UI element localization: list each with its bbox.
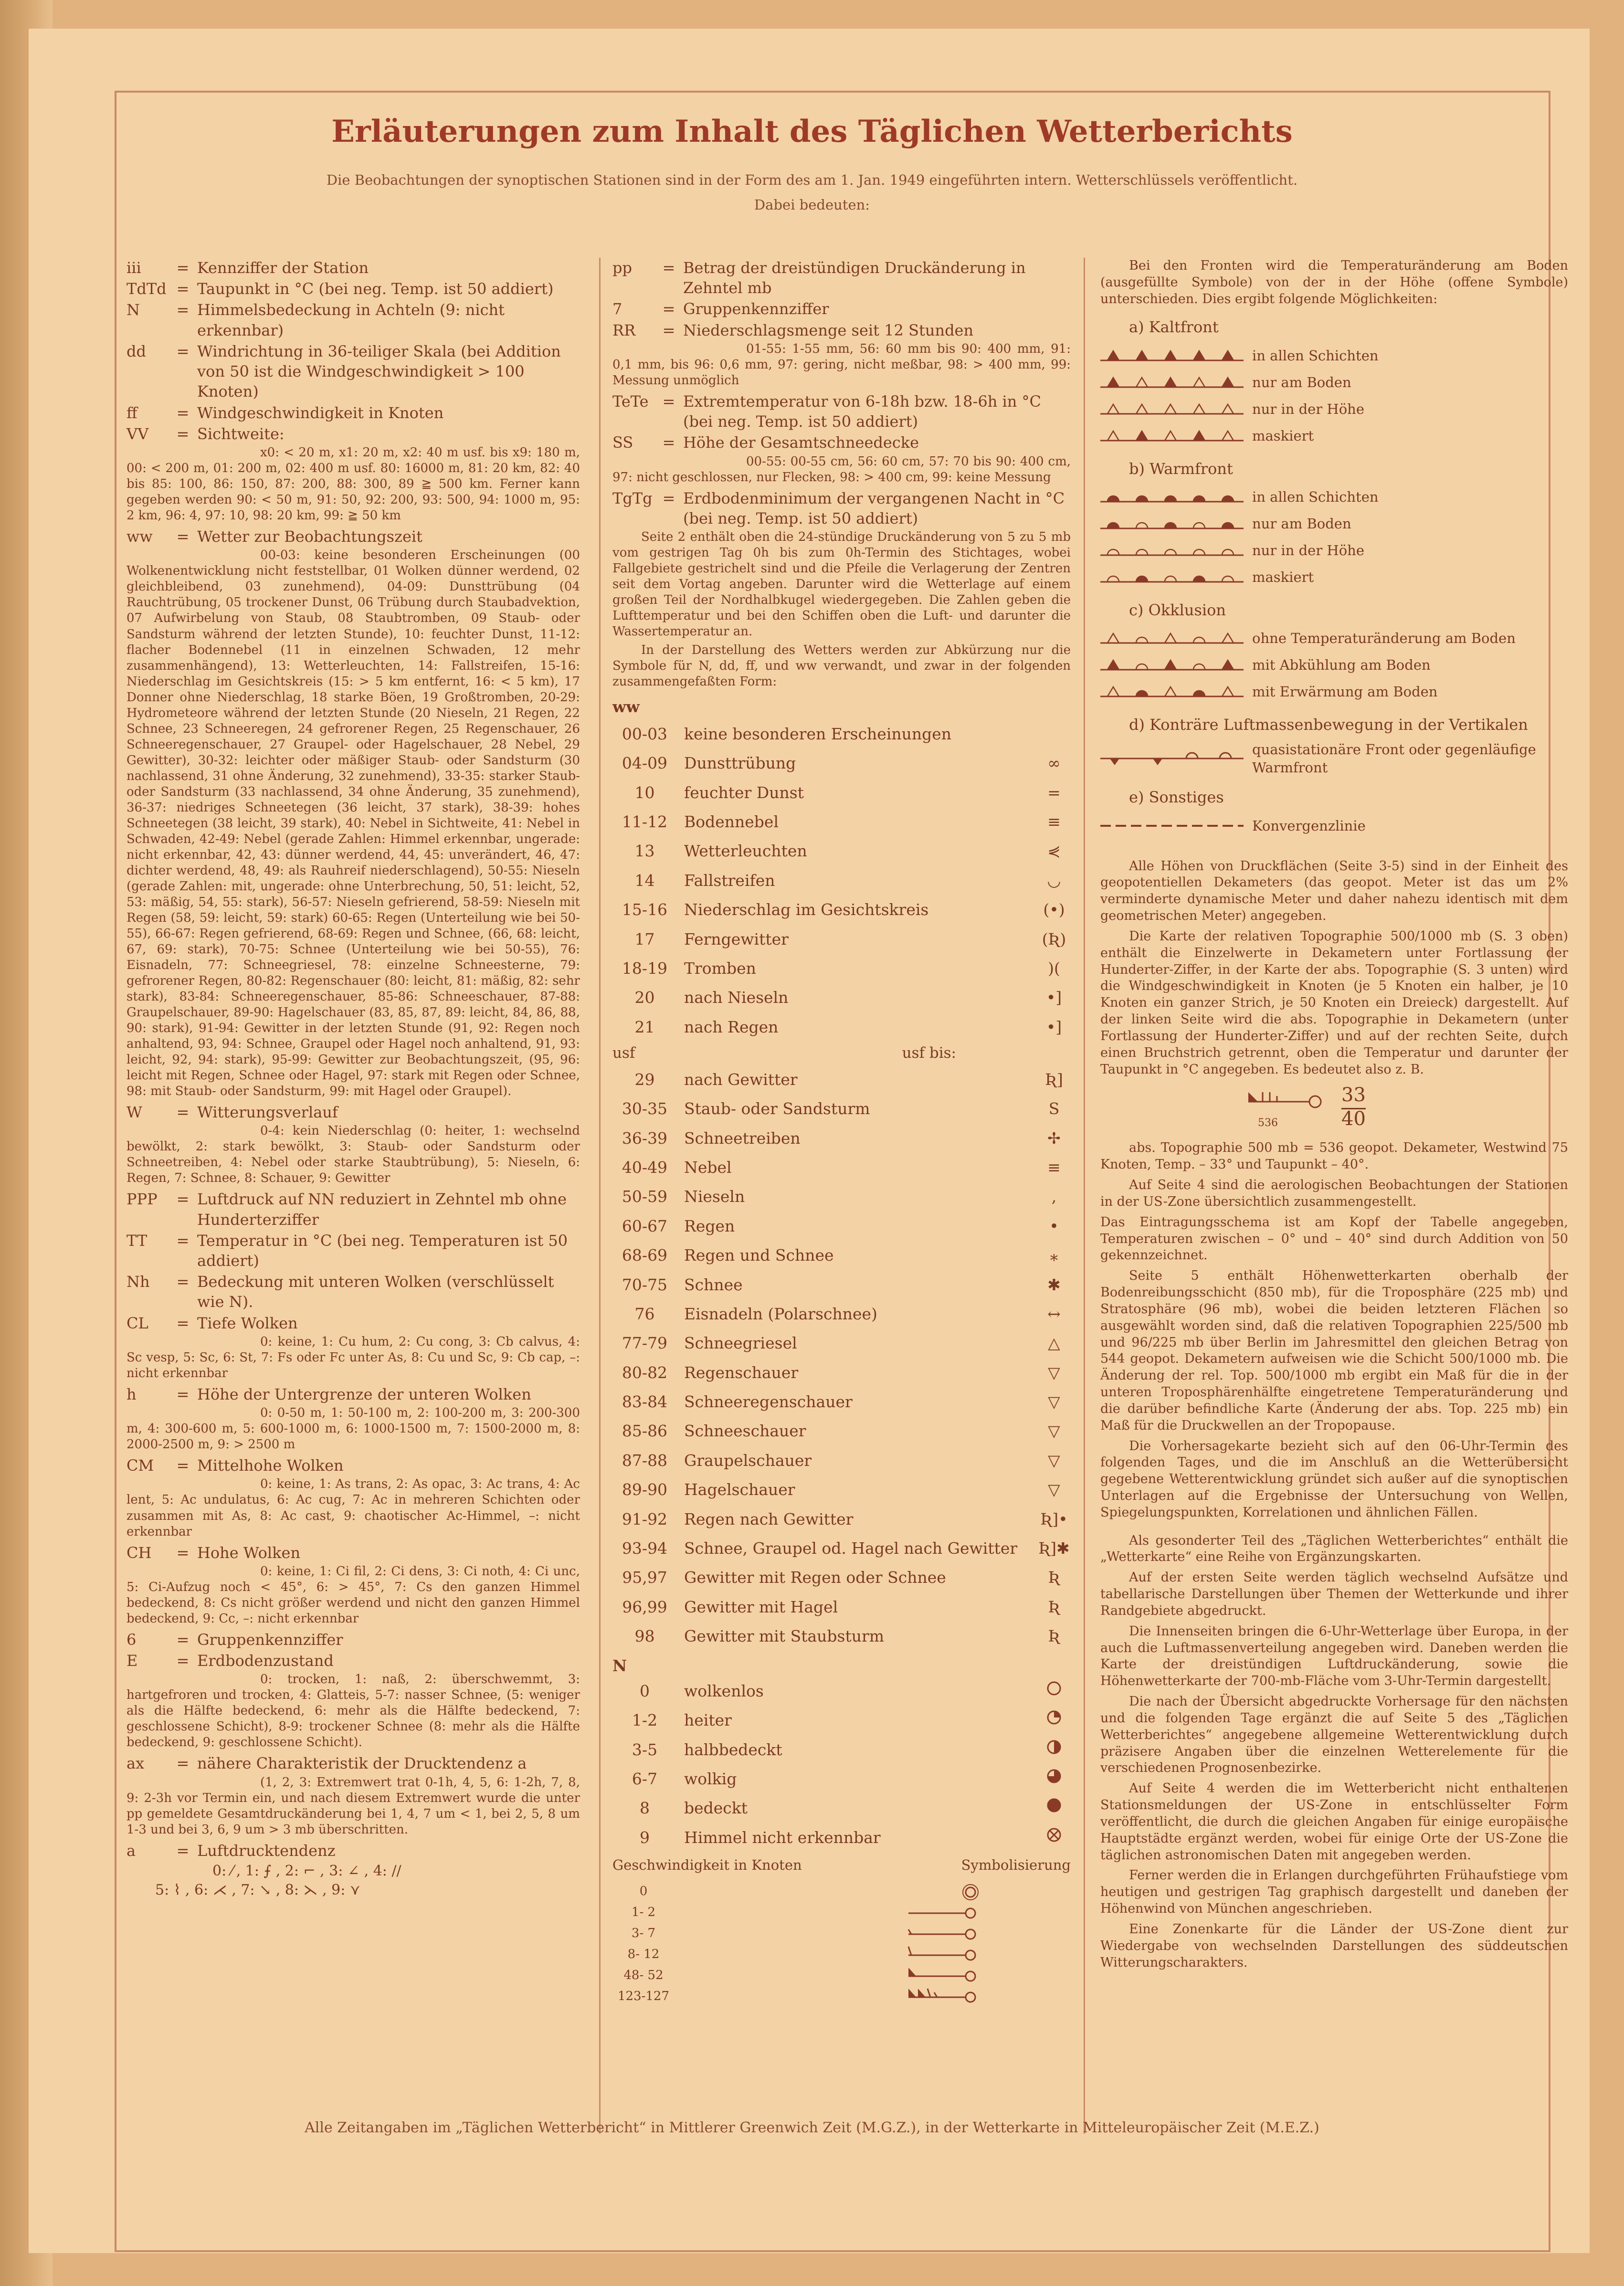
- page-subtitle: Die Beobachtungen der synoptischen Stationen sind in der Form des am 1. Jan. 1949 eingeführten intern. Wetterschlüssels veröffentlicht.: [326, 172, 1298, 188]
- cloud-cover-icon: [1046, 1797, 1062, 1813]
- ww-description: Regen nach Gewitter: [684, 1509, 854, 1528]
- tendency-symbols-1: 0: ⁄ , 1: ⨍ , 2: ⌐ , 3: ∠ , 4: ∕∕: [212, 1862, 401, 1879]
- warmfront-list: [1100, 484, 1568, 590]
- occl-front-symbol: [1100, 655, 1244, 674]
- cloud-cover-row: [612, 1735, 1071, 1764]
- ww-row: [612, 836, 1071, 865]
- ww-code: 00-03: [622, 724, 668, 743]
- cloud-cover-code: 6-7: [632, 1770, 658, 1789]
- tendency-symbols-2: 5: ⌇ , 6: ⋌ , 7: ↘ , 8: ⋋ , 9: ⋎: [155, 1881, 360, 1898]
- ww-row: [612, 983, 1071, 1012]
- cold-front-row: [1100, 396, 1568, 422]
- cloud-cover-icon: [1046, 1768, 1062, 1784]
- key-row-ppp: PPP = Luftdruck auf NN reduziert in Zehntel mb ohne Hunderterziffer: [127, 1190, 567, 1229]
- example-dewpoint: 40: [1341, 1108, 1366, 1130]
- front-description: mit Abkühlung am Boden: [1252, 657, 1431, 674]
- wind-speed-label: 1- 2: [631, 1905, 656, 1920]
- key-row-tdtd: TdTd = Taupunkt in °C (bei neg. Temp. ist 50 addiert): [127, 280, 554, 298]
- wind-speed-row: [612, 1902, 1071, 1923]
- ww-symbol-icon: (Ʀ): [1042, 929, 1066, 948]
- ww-code: 70-75: [622, 1275, 668, 1294]
- ww-symbol-icon: •]: [1046, 988, 1062, 1007]
- occl-front-row: [1100, 625, 1568, 652]
- vv-description: x0: < 20 m, x1: 20 m, x2: 40 m usf. bis x9: 180 m, 00: < 200 m, 01: 200 m, 02: 400 m usf. 80: 16000 m, 81: 20 km, 82: 40 bis 85: 100, 86: 150, 87: 200, 88: 300, 89 ≧ 500 km. Ferner kann gegeben werden 90: < 50 m, 91: 50, 92: 200, 93: 500, 94: 1000 m, 95: 2 km, 96: 4, 97: 10, 98: 20 km, 99: ≧ 50 km: [127, 445, 580, 523]
- ww-description: nach Regen: [684, 1017, 779, 1036]
- key-row-tgtg: TgTg = Erdbodenminimum der vergangenen Nacht in °C (bei neg. Temp. ist 50 addiert): [612, 489, 1065, 527]
- key-row-7: 7 = Gruppenkennziffer: [612, 300, 829, 318]
- ww-description: Regen und Schnee: [684, 1246, 834, 1265]
- ww-symbol-icon: Ʀ: [1048, 1627, 1060, 1646]
- ww-code: 04-09: [622, 754, 668, 773]
- ww-code: 60-67: [622, 1216, 668, 1235]
- cm-description: 0: keine, 1: As trans, 2: As opac, 3: Ac trans, 4: Ac lent, 5: Ac undulatus, 6: Ac cug, 7: Ac in mehreren Schichten oder zusammen mit As, 8: Ac cast, 9: chaotischer Ac-Himmel, –: nicht erkennbar: [127, 1477, 580, 1539]
- front-row-konvergenz: Konvergenzlinie: [1100, 812, 1568, 839]
- ww-description: Gewitter mit Regen oder Schnee: [684, 1568, 946, 1587]
- cloud-cover-row: [612, 1676, 1071, 1706]
- ww-description: Gewitter mit Hagel: [684, 1597, 838, 1616]
- wind-speed-label: 48- 52: [623, 1968, 664, 1983]
- ww-code: 50-59: [622, 1187, 668, 1206]
- wind-barb-icon: [889, 1966, 985, 1985]
- ww-description: Hagelschauer: [684, 1480, 795, 1499]
- ww-symbol-icon: S: [1048, 1099, 1060, 1118]
- cold-front-symbol: [1100, 346, 1244, 365]
- column-symbol-key: [127, 258, 580, 1899]
- ww-description: Regenschauer: [684, 1363, 799, 1382]
- cloud-cover-icon: [1046, 1739, 1062, 1755]
- ww-code: 80-82: [622, 1363, 668, 1382]
- key-row-ff: ff = Windgeschwindigkeit in Knoten: [127, 403, 444, 422]
- cold-front-symbol: [1100, 426, 1244, 445]
- ww-symbol-list: [612, 719, 1071, 1042]
- darstellung-paragraph: In der Darstellung des Wetters werden zur Abkürzung nur die Symbole für N, dd, ff, und ww verwandt, und zwar in der folgenden zusammengefaßten Form:: [612, 643, 1071, 689]
- ww-row: [612, 807, 1071, 836]
- wind-barb-icon: [889, 1945, 985, 1964]
- front-description: maskiert: [1252, 427, 1314, 444]
- cloud-cover-code: 9: [640, 1828, 650, 1847]
- ww-code: 40-49: [622, 1158, 668, 1177]
- ww-symbol-icon: ✢: [1047, 1128, 1061, 1148]
- example-height: 536: [1258, 1117, 1278, 1129]
- ww-row: [612, 1124, 1071, 1153]
- key-row-pp: pp = Betrag der dreistündigen Druckänderung in Zehntel mb: [612, 259, 1026, 297]
- ww-description: Dunsttrübung: [684, 754, 796, 773]
- column-rule-2: [1084, 258, 1085, 2134]
- ww-description: Nieseln: [684, 1187, 745, 1206]
- front-description: mit Erwärmung am Boden: [1252, 684, 1438, 700]
- ww-symbol-icon: ▽: [1048, 1480, 1060, 1499]
- cloud-cover-row: [612, 1793, 1071, 1822]
- ww-code: 11-12: [622, 812, 668, 832]
- cloud-cover-description: wolkig: [684, 1770, 737, 1789]
- ww-row: [612, 1153, 1071, 1182]
- ww-row: [612, 1563, 1071, 1592]
- para-schema: Das Eintragungsschema ist am Kopf der Tabelle angegeben, Temperaturen zwischen – 0° und – 40° sind durch Addition von 50 gekennzeichnet.: [1100, 1214, 1568, 1263]
- ww-code: 95,97: [622, 1568, 667, 1587]
- wind-speed-row: [612, 1986, 1071, 2007]
- ww-description: Ferngewitter: [684, 929, 789, 948]
- ww-row: [612, 1358, 1071, 1387]
- ww-row: [612, 1182, 1071, 1211]
- cloud-cover-code: 1-2: [632, 1711, 658, 1730]
- example-temperature: 33: [1341, 1083, 1366, 1109]
- cold-front-row: [1100, 342, 1568, 369]
- ww-symbol-icon: ≡: [1047, 1158, 1061, 1177]
- ww-symbol-icon: ▽: [1048, 1363, 1060, 1382]
- ww-code: 13: [634, 842, 655, 861]
- ww-row: [612, 1416, 1071, 1445]
- key-row-ss: SS = Höhe der Gesamtschneedecke: [612, 433, 919, 452]
- ww-code: 87-88: [622, 1451, 668, 1470]
- para-zonenkarte: Eine Zonenkarte für die Länder der US-Zone dient zur Wiedergabe von wechselnden Darstellungen des süddeutschen Witterungscharakters.: [1100, 1921, 1568, 1970]
- front-description: nur am Boden: [1252, 515, 1351, 532]
- front-description: in allen Schichten: [1252, 488, 1379, 505]
- ww-symbol-icon: )(: [1048, 959, 1060, 978]
- ww-code: 68-69: [622, 1246, 668, 1265]
- ww-description: Regen: [684, 1216, 735, 1235]
- ww-symbol-icon: •]: [1046, 1017, 1062, 1036]
- seite2-paragraph: Seite 2 enthält oben die 24-stündige Druckänderung von 5 zu 5 mb vom gestrigen Tag 0h bis zum 0h-Termin des Stichtages, wobei Fallgebiete gestrichelt sind und die Pfeile die Verlagerung der Zentren seit dem Vortag angeben. Darunter wird die Wetterlage auf einem großen Teil der Nordhalbkugel wiedergegeben. Die Zahlen geben die Lufttemperatur und bei den Schiffen oben die Luft- und darunter die Wassertemperatur an.: [612, 530, 1071, 639]
- ss-description: 00-55: 00-55 cm, 56: 60 cm, 57: 70 bis 90: 400 cm, 97: nicht geschlossen, nur Flecken, 98: > 400 cm, 99: keine Messung: [612, 454, 1071, 485]
- ww-symbol-icon: (•): [1043, 900, 1065, 919]
- ww-row: [612, 1211, 1071, 1241]
- ww-code: 85-86: [622, 1422, 668, 1441]
- ww-symbol-icon: Ʀ: [1048, 1597, 1060, 1616]
- ww-row: [612, 1534, 1071, 1563]
- usf-row: usf usf bis:: [612, 1044, 956, 1062]
- station-example: [1100, 1083, 1568, 1135]
- cloud-cover-icon: [1046, 1680, 1062, 1696]
- key-row-cl: CL = Tiefe Wolken: [127, 1314, 298, 1332]
- warm-front-symbol: [1100, 514, 1244, 533]
- warm-front-row: [1100, 564, 1568, 590]
- warm-front-row: [1100, 510, 1568, 537]
- key-row-rr: RR = Niederschlagsmenge seit 12 Stunden: [612, 321, 974, 339]
- front-description: nur am Boden: [1252, 374, 1351, 390]
- front-description: ohne Temperaturänderung am Boden: [1252, 630, 1516, 647]
- cloud-cover-description: Himmel nicht erkennbar: [684, 1828, 881, 1847]
- cloud-cover-code: 3-5: [632, 1740, 658, 1759]
- ww-description: Eisnadeln (Polarschnee): [684, 1304, 877, 1323]
- ww-symbol-icon: ▽: [1048, 1422, 1060, 1441]
- page-subtitle-2: Dabei bedeuten:: [754, 197, 870, 213]
- ww-row: [612, 1446, 1071, 1475]
- ww-row: [612, 1387, 1071, 1416]
- front-row-quasistationary: quasistationäre Front oder gegenläufige Warmfront: [1100, 739, 1568, 778]
- key-row-ch: CH = Hohe Wolken: [127, 1543, 301, 1562]
- cloud-cover-row: [612, 1706, 1071, 1735]
- key-row-tete: TeTe = Extremtemperatur von 6-18h bzw. 18-6h in °C (bei neg. Temp. ist 50 addiert): [612, 392, 1041, 431]
- warm-front-symbol: [1100, 541, 1244, 560]
- ww-row: [612, 1012, 1071, 1042]
- wind-speed-label: 123-127: [617, 1989, 670, 2004]
- ww-symbol-icon: •: [1049, 1216, 1059, 1235]
- front-description: maskiert: [1252, 569, 1314, 585]
- warmfront-title: b) Warmfront: [1129, 459, 1233, 478]
- para-seite4-stationen: Auf Seite 4 werden die im Wetterbericht nicht enthaltenen Stationsmeldungen der US-Zone in entschlüsselter Form veröffentlicht, die durch die gleichen Angaben für einige europäische Hauptstädte ergänzt werden, wobei für einige Orte der US-Zone die täglichen astronomischen Daten mit angegeben werden.: [1100, 1781, 1568, 1863]
- para-erste-seite: Auf der ersten Seite werden täglich wechselnd Aufsätze und tabellarische Darstellungen über Themen der Wetterkunde und ihrer Randgebiete abgedruckt.: [1100, 1570, 1568, 1618]
- ww-description: Schneegriesel: [684, 1334, 797, 1353]
- ww-code: 91-92: [622, 1509, 668, 1528]
- ww-row: [612, 1270, 1071, 1299]
- ww-row: [612, 954, 1071, 983]
- ww-symbol-icon: ,: [1051, 1187, 1057, 1206]
- ww-description: 00-03: keine besonderen Erscheinungen (00 Wolkenentwicklung nicht feststellbar, 01 Wolken dünner werdend, 02 gleichbleibend, 03 zunehmend), 04-09: Dunsttrübung (04 Rauchtrübung, 05 trockener Dunst, 06 Trübung durch Staubadvektion, 07 Aufwirbelung von Staub, 08 Staubtromben, 09 Staub- oder Sandsturm während der letzten Stunde), 10: feuchter Dunst, 11-12: flacher Bodennebel (11 in einzelnen Schwaden, 12 mehr zusammenhängend), 13: Wetterleuchten, 14: Fallstreifen, 15-16: Niederschlag im Gesichtskreis (15: > 5 km entfernt, 16: < 5 km), 17 Donner ohne Niederschlag, 18 starke Böen, 19 Großtromben, 20-29: Hydrometeore während der letzten Stunde (20 Nieseln, 21 Regen, 22 Schnee, 23 Schneeregen, 24 gefrorener Regen, 25 Regenschauer, 26 Schneeregenschauer, 27 Graupel- oder Hagelschauer, 28 Nebel, 29 Gewitter), 30-32: leichter oder mäßiger Staub- oder Sandsturm (30 nachlassend, 31 ohne Änderung, 32 zunehmend), 33-35: starker Staub- oder Sandsturm (33 nachlassend, 34 ohne Änderung, 35 zunehmend), 36-37: niedriges Schneetegen (36 leicht, 37 stark), 38-39: hohes Schneetegen (38 leicht, 39 stark), 40: Nebel in Sichtweite, 41: Nebel in Schwaden, 42-49: Nebel (gerade Zahlen: Himmel erkennbar, ungerade: nicht erkennbar, 42, 43: dünner werdend, 44, 45: unverändert, 46, 47: dichter werdend, 48, 49: als Rauhreif niederschlagend), 50-55: Nieseln (gerade Zahlen: mit, ungerade: ohne Unterbrechung, 50, 51: leicht, 52, 53: mäßig, 54, 55: stark), 56-57: Nieseln gefrierend, 58-59: Nieseln mit Regen (58, 59: leicht, 59: stark) 60-65: Regen (Unterteilung wie bei 50-55), 66-67: Regen gefrierend, 68-69: Regen und Schnee, (66, 68: leicht, 67, 69: stark), 70-75: Schnee (Unterteilung wie bei 50-55), 76: Eisnadeln, 77: Schneegriesel, 78: einzelne Schneesterne, 79: gefrorener Regen, 80-82: Regenschauer (80: leicht, 81: mäßig, 82: sehr stark), 83-84: Schneeregenschauer, 85-86: Schneeschauer, 87-88: Graupelschauer, 89-90: Hagelschauer (83, 85, 87, 89: leicht, 84, 86, 88, 90: stark), 91-94: Gewitter in der letzten Stunde (91, 92: Regen noch anhaltend, 93, 94: Schnee, Graupel oder Hagel noch anhaltend, 91, 93: leicht, 92, 94: stark), 95-99: Gewitter zur Beobachtungszeit, (95, 96: leicht mit Regen, Schnee oder Hagel, 97: stark mit Regen oder Schnee, 98: mit Staub- oder Sandsturm, 99: mit Hagel oder Graupel).: [127, 548, 580, 1098]
- ww-description: keine besonderen Erscheinungen: [684, 724, 952, 743]
- ww-symbol-icon: △: [1048, 1334, 1060, 1353]
- okklusion-title: c) Okklusion: [1129, 600, 1226, 619]
- fronts-intro: Bei den Fronten wird die Temperaturänderung am Boden (ausgefüllte Symbole) von der in der Höhe (offene Symbole) unterschieden. Dies ergibt folgende Möglichkeiten:: [1100, 258, 1568, 306]
- cloud-cover-description: heiter: [684, 1711, 732, 1730]
- n-heading: N: [612, 1656, 627, 1675]
- wind-speed-label: 3- 7: [631, 1926, 656, 1941]
- ww-code: 29: [634, 1070, 655, 1089]
- ww-description: Schneeschauer: [684, 1422, 806, 1441]
- para-innenseiten: Die Innenseiten bringen die 6-Uhr-Wetterlage über Europa, in der auch die Luftmassenverteilung angegeben wird. Daneben werden die Karte der dreistündigen Luftdruckänderung, sowie die Höhenwetterkarte der 700-mb-Fläche vom 3-Uhr-Termin dargestellt.: [1100, 1623, 1568, 1689]
- front-description: nur in der Höhe: [1252, 400, 1365, 417]
- occl-front-row: [1100, 652, 1568, 678]
- cold-front-row: [1100, 369, 1568, 396]
- ww-description: Fallstreifen: [684, 871, 775, 890]
- ww-code: 10: [634, 783, 655, 802]
- key-row-w: W = Witterungsverlauf: [127, 1103, 338, 1121]
- ww-symbol-icon: Ʀ]: [1045, 1070, 1063, 1089]
- rr-description: 01-55: 1-55 mm, 56: 60 mm bis 90: 400 mm, 91: 0,1 mm, bis 96: 0,6 mm, 97: gering, nicht meßbar, 98: > 400 mm, 99: Messung unmöglich: [612, 341, 1071, 388]
- cloud-cover-list: [612, 1676, 1071, 1852]
- warm-front-symbol: [1100, 568, 1244, 587]
- ww-code: 98: [634, 1627, 655, 1646]
- ww-symbol-icon: Ʀ: [1048, 1568, 1060, 1587]
- ww-row: [612, 1328, 1071, 1358]
- ww-symbol-list-2: [612, 1065, 1071, 1651]
- ww-row: [612, 1241, 1071, 1270]
- wind-symbol-list: [612, 1881, 1071, 2007]
- ww-symbol-icon: ≡: [1047, 812, 1061, 832]
- ww-row: [612, 748, 1071, 778]
- ww-code: 30-35: [622, 1099, 668, 1118]
- ww-symbol-icon: ⋞: [1047, 842, 1061, 861]
- column-rule-1: [599, 258, 601, 2134]
- para-heights: Alle Höhen von Druckflächen (Seite 3-5) sind in der Einheit des geopotentiellen Dekameters (das geopot. Meter ist das um 2% verminderte dynamische Meter und daher nahezu identisch mit dem geometrischen Meter) angegeben.: [1100, 858, 1568, 924]
- ww-code: 20: [634, 988, 655, 1007]
- wind-barb-icon: [889, 1903, 985, 1922]
- occl-front-row: [1100, 678, 1568, 705]
- page-footer: Alle Zeitangaben im „Täglichen Wetterbericht“ in Mittlerer Greenwich Zeit (M.G.Z.), in der Wetterkarte in Mitteleuropäischer Zeit (M.E.Z.): [305, 2119, 1319, 2136]
- ww-description: Gewitter mit Staubsturm: [684, 1627, 885, 1646]
- para-uebersicht: Die nach der Übersicht abgedruckte Vorhersage für den nächsten und die folgenden Tage ergänzt die auf Seite 5 des „Täglichen Wetterberichtes“ angegebene allgemeine Wetterentwicklung durch präzisere Angaben über die einzelnen Wetterelemente für die verschiedenen Prognosenbezirke.: [1100, 1694, 1568, 1776]
- ww-description: Schneetreiben: [684, 1128, 801, 1148]
- ww-row: [612, 778, 1071, 807]
- ww-code: 17: [634, 929, 655, 948]
- wind-speed-label: 8- 12: [627, 1947, 660, 1962]
- ww-heading: ww: [612, 697, 640, 716]
- cold-front-symbol: [1100, 400, 1244, 419]
- wind-speed-label: 0: [639, 1884, 648, 1899]
- cloud-cover-icon: [1046, 1827, 1062, 1843]
- key-row-h: h = Höhe der Untergrenze der unteren Wolken: [127, 1385, 531, 1403]
- kaltfront-title: a) Kaltfront: [1129, 318, 1219, 337]
- para-seite5: Seite 5 enthält Höhenwetterkarten oberhalb der Bodenreibungsschicht (850 mb), für die Troposphäre (225 mb) und Stratosphäre (96 mb), wobei die beiden letzteren Flächen so ausgewählt worden sind, daß die relativen Topographien 225/500 mb und 96/225 mb über Berlin im Jahresmittel den gleichen Betrag von 544 geopot. Dekametern aufweisen wie die Schicht 500/1000 mb. Die Änderung der rel. Top. 500/1000 mb ergibt ein Maß für die in der unteren Troposphärenhälfte eingetretene Temperaturänderung und die darüber befindliche Karte (Änderung der abs. Top. 225 mb) ein Maß für die Druckwellen an der Tropopause.: [1100, 1268, 1568, 1433]
- cloud-cover-code: 8: [640, 1799, 650, 1818]
- front-description: nur in der Höhe: [1252, 542, 1365, 558]
- front-description: in allen Schichten: [1252, 347, 1379, 364]
- page-title: Erläuterungen zum Inhalt des Täglichen Wetterberichts: [331, 114, 1293, 149]
- ww-code: 83-84: [622, 1392, 668, 1412]
- ww-description: Schnee: [684, 1275, 743, 1294]
- ww-description: Wetterleuchten: [684, 842, 807, 861]
- ww-row: [612, 1299, 1071, 1328]
- ww-row: [612, 719, 1071, 748]
- ww-code: 14: [634, 871, 655, 890]
- cl-description: 0: keine, 1: Cu hum, 2: Cu cong, 3: Cb calvus, 4: Sc vesp, 5: Sc, 6: St, 7: Fs oder Fc unter As, 8: Cu und Sc, 9: Cb cap, –: nicht erkennbar: [127, 1334, 580, 1380]
- warm-front-symbol: [1100, 487, 1244, 506]
- ww-description: Staub- oder Sandsturm: [684, 1099, 870, 1118]
- ww-row: [612, 1622, 1071, 1651]
- ww-row: [612, 895, 1071, 924]
- ww-symbol-icon: ✱: [1047, 1275, 1061, 1294]
- ww-row: [612, 1065, 1071, 1094]
- ww-symbol-icon: [1037, 719, 1071, 748]
- warm-front-row: [1100, 537, 1568, 564]
- ww-code: 15-16: [622, 900, 668, 919]
- wind-speed-row: [612, 1881, 1071, 1902]
- ww-row: [612, 925, 1071, 954]
- wind-speed-row: [612, 1944, 1071, 1965]
- ww-code: 96,99: [622, 1597, 667, 1616]
- wind-header: Geschwindigkeit in Knoten Symbolisierung: [612, 1857, 1071, 1874]
- cold-front-row: [1100, 422, 1568, 449]
- ww-description: Nebel: [684, 1158, 732, 1177]
- ww-symbol-icon: ⁎: [1050, 1246, 1058, 1265]
- column-fronts: [1100, 258, 1568, 1975]
- ww-description: Bodennebel: [684, 812, 779, 832]
- ww-row: [612, 1592, 1071, 1622]
- ww-description: Graupelschauer: [684, 1451, 812, 1470]
- ww-code: 36-39: [622, 1128, 668, 1148]
- convergence-line-symbol: [1100, 819, 1244, 833]
- cloud-cover-description: wolkenlos: [684, 1681, 764, 1700]
- key-row-vv: VV = Sichtweite:: [127, 424, 285, 443]
- quasistationary-front-symbol: [1100, 749, 1244, 768]
- wind-speed-row: [612, 1923, 1071, 1944]
- key-row-e: E = Erdbodenzustand: [127, 1652, 334, 1670]
- kaltfront-list: [1100, 342, 1568, 449]
- cloud-cover-description: bedeckt: [684, 1799, 748, 1818]
- sonstiges-title: e) Sonstiges: [1129, 788, 1224, 807]
- cloud-cover-code: 0: [640, 1681, 650, 1700]
- key-row-dd: dd = Windrichtung in 36-teiliger Skala (bei Addition von 50 ist die Windgeschwindigkeit > 100 Knoten): [127, 342, 561, 401]
- cloud-cover-icon: [1046, 1709, 1062, 1726]
- occl-front-symbol: [1100, 629, 1244, 648]
- ww-symbol-icon: ▽: [1048, 1392, 1060, 1412]
- ww-symbol-icon: Ʀ]✱: [1038, 1538, 1070, 1558]
- ww-code: 18-19: [622, 959, 668, 978]
- ww-code: 93-94: [622, 1538, 668, 1558]
- ww-symbol-icon: =: [1047, 783, 1061, 802]
- ww-symbol-icon: ∞: [1047, 754, 1061, 773]
- para-wetterkarte: Als gesonderter Teil des „Täglichen Wetterberichtes“ enthält die „Wetterkarte“ eine Reihe von Ergänzungskarten.: [1100, 1533, 1568, 1565]
- ww-symbol-icon: Ʀ]•: [1040, 1509, 1068, 1528]
- ww-symbol-icon: ◡: [1047, 871, 1061, 890]
- ww-description: Tromben: [684, 959, 756, 978]
- ww-description: nach Gewitter: [684, 1070, 798, 1089]
- ww-code: 77-79: [622, 1334, 668, 1353]
- key-row-tt: TT = Temperatur in °C (bei neg. Temperaturen ist 50 addiert): [127, 1231, 568, 1270]
- key-row-ww: ww = Wetter zur Beobachtungszeit: [127, 527, 422, 546]
- wind-speed-row: [612, 1965, 1071, 1986]
- w-description: 0-4: kein Niederschlag (0: heiter, 1: wechselnd bewölkt, 2: stark bewölkt, 3: Staub- oder Sandsturm oder Schneetreiben, 4: Nebel oder starke Staubtrübung), 5: Nieseln, 6: Regen, 7: Schnee, 8: Schauer, 9: Gewitter: [127, 1124, 580, 1186]
- ww-code: 76: [634, 1304, 655, 1323]
- ww-description: Schneeregenschauer: [684, 1392, 853, 1412]
- ww-row: [612, 1505, 1071, 1534]
- ww-row: [612, 1475, 1071, 1504]
- column-weather-symbols: [612, 258, 1071, 2007]
- key-row-n: N = Himmelsbedeckung in Achteln (9: nicht erkennbar): [127, 301, 505, 339]
- ww-description: Niederschlag im Gesichtskreis: [684, 900, 929, 919]
- cloud-cover-row: [612, 1764, 1071, 1793]
- ww-code: 21: [634, 1017, 655, 1036]
- key-row-6: 6 = Gruppenkennziffer: [127, 1630, 343, 1649]
- wind-barb-icon: [889, 1882, 985, 1901]
- ww-symbol-icon: ▽: [1048, 1451, 1060, 1470]
- para-seite4: Auf Seite 4 sind die aerologischen Beobachtungen der Stationen in der US-Zone übersichtlich zusammengestellt.: [1100, 1178, 1568, 1209]
- e-description: 0: trocken, 1: naß, 2: überschwemmt, 3: hartgefroren und trocken, 4: Glatteis, 5-7: nasser Schnee, (5: weniger als die Hälfte bedeckend, 6: mehr als die Hälfte bedeckend, 7: geschlossene Schicht), 8-9: trockener Schnee (8: mehr als die Hälfte bedeckend, 9: geschlossene Schicht).: [127, 1672, 580, 1750]
- cloud-cover-row: [612, 1823, 1071, 1852]
- ch-description: 0: keine, 1: Ci fil, 2: Ci dens, 3: Ci noth, 4: Ci unc, 5: Ci-Aufzug noch < 45°, 6: > 45°, 7: Cs den ganzen Himmel bedeckend, 8: Cs nicht größer werdend und nicht den ganzen Himmel bedeckend, 9: Cc, –: nicht erkennbar: [127, 1564, 580, 1626]
- key-row-a: a = Luftdrucktendenz: [127, 1841, 336, 1860]
- para-vorhersage: Die Vorhersagekarte bezieht sich auf den 06-Uhr-Termin des folgenden Tages, und die im Anschluß an die Wetterübersicht gegebene Wetterentwicklung gründet sich außer auf die synoptischen Unterlagen auf die Ergebnisse der Untersuchung von Wellen, Spiegelungspunkten, Korrelationen und ähnlichen Fällen.: [1100, 1438, 1568, 1520]
- cold-front-symbol: [1100, 373, 1244, 392]
- ww-row: [612, 1094, 1071, 1123]
- ww-description: feuchter Dunst: [684, 783, 804, 802]
- ww-row: [612, 866, 1071, 895]
- wind-barb-icon: [889, 1924, 985, 1943]
- key-row-iii: iii = Kennziffer der Station: [127, 259, 369, 277]
- wind-barb-icon: [889, 1987, 985, 2006]
- h-description: 0: 0-50 m, 1: 50-100 m, 2: 100-200 m, 3: 200-300 m, 4: 300-600 m, 5: 600-1000 m, 6: 1000-1500 m, 7: 1500-2000 m, 8: 2000-2500 m, 9: > 2500 m: [127, 1406, 580, 1452]
- ww-description: Schnee, Graupel od. Hagel nach Gewitter: [684, 1538, 1018, 1558]
- key-row-ax: ax = nähere Charakteristik der Drucktendenz a: [127, 1754, 527, 1773]
- ww-symbol-icon: ↔: [1047, 1304, 1061, 1323]
- warm-front-row: [1100, 484, 1568, 510]
- para-relative-topography: Die Karte der relativen Topographie 500/1000 mb (S. 3 oben) enthält die Einzelwerte in Dekametern unter Fortlassung der Hunderter-Ziffer, in der Karte der abs. Topographie (S. 3 unten) wird die Windgeschwindigkeit in Knoten (je 5 Knoten ein halber, je 10 Knoten ein ganzer Strich, je 50 Knoten ein Dreieck) dargestellt. Auf der linken Seite wird die abs. Topographie in Dekametern (unter Fortlassung der Hunderter-Ziffer) und auf der rechten Seite, durch einen Bruchstrich getrennt, oben die Temperatur und darunter der Taupunkt in °C angegeben. Es bedeutet also z. B.: [1100, 928, 1568, 1077]
- key-row-cm: CM = Mittelhohe Wolken: [127, 1456, 344, 1475]
- key-row-nh: Nh = Bedeckung mit unteren Wolken (verschlüsselt wie N).: [127, 1273, 554, 1311]
- para-example-explained: abs. Topographie 500 mb = 536 geopot. Dekameter, Westwind 75 Knoten, Temp. – 33° und Taupunkt – 40°.: [1100, 1140, 1568, 1172]
- ww-description: nach Nieseln: [684, 988, 789, 1007]
- ww-code: 89-90: [622, 1480, 668, 1499]
- occl-front-symbol: [1100, 682, 1244, 701]
- okklusion-list: [1100, 625, 1568, 705]
- vertical-title: d) Konträre Luftmassenbewegung in der Vertikalen: [1129, 716, 1528, 734]
- ax-description: (1, 2, 3: Extremwert trat 0-1h, 4, 5, 6: 1-2h, 7, 8, 9: 2-3h vor Termin ein, und nach diesem Extremwert wurde die unter pp gemeldete Gesamtdruckänderung bei 1, 4, 7 um < 1, bei 2, 5, 8 um 1-3 und bei 3, 6, 9 um > 3 mb überschritten.: [127, 1775, 580, 1837]
- para-erlangen: Ferner werden die in Erlangen durchgeführten Frühaufstiege vom heutigen und gestrigen Tag graphisch dargestellt und daneben der Höhenwind von München angeschrieben.: [1100, 1868, 1568, 1917]
- cloud-cover-description: halbbedeckt: [684, 1740, 782, 1759]
